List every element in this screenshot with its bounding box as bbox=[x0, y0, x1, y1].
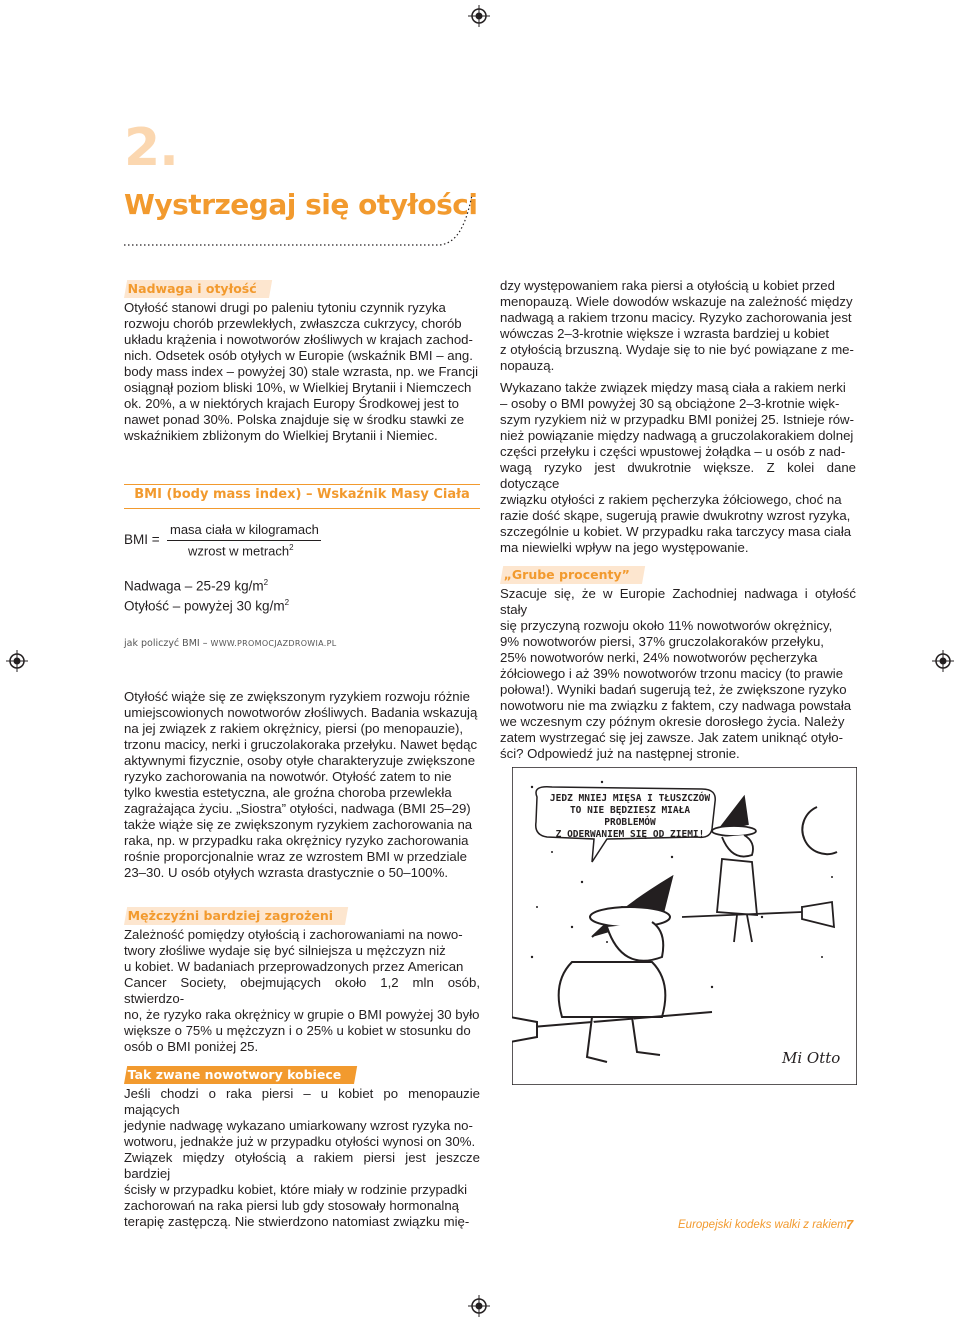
section-heading: Tak zwane nowotwory kobiece bbox=[124, 1066, 357, 1084]
bmi-formula-label: BMI = bbox=[124, 532, 160, 547]
section-mezczyzni bbox=[124, 905, 480, 1055]
bmi-box-title: BMI (body mass index) – Wskaźnik Masy Ciała bbox=[134, 487, 470, 502]
page-number: 7 bbox=[846, 1217, 854, 1232]
section-kobiece bbox=[124, 1064, 480, 1230]
section-body: Zależność pomiędzy otyłością i zachorowaniami na nowo- twory złośliwe wydaje się być silniejsza u mężczyzn niż u kobiet. W badaniach przeprowadzonych przez American Cancer Society, obejmujących około 1,2 mln osób, stwierdzo- no, że ryzyko raka okrężnicy w grupie o BMI powyżej 30 było większe o 75% u mężczyzn i o 25% u kobiet w stosunku do osób o BMI poniżej 25. bbox=[124, 927, 480, 1054]
cartoon-illustration bbox=[512, 767, 857, 1085]
registration-mark-icon bbox=[468, 1295, 490, 1317]
registration-mark-icon bbox=[468, 5, 490, 27]
fraction-line bbox=[167, 540, 321, 541]
section-ryzyko: Otyłość wiąże się ze zwiększonym ryzykiem rozwoju różnie umiejscowionych nowotworów złośliwych. Badania wskazują na jej związek z rakiem okrężnicy, piersi (po menopauzie), trzonu macicy, nerki i gruczolakoraka przełyku. Nawet będąc aktywnymi fizycznie, osoby otyłe charakteryzuje zwiększone ryzyko zachorowania na nowotwór. Otyłość zatem to nie tylko kwestia estetyczna, ale groźna choroba przewlekła zagrażająca życiu. „Siostra” otyłości, nadwaga (BMI 25–29) także wiąże się ze zwiększonym ryzykiem zachorowania na raka, np. w przypadku raka okrężnicy ryzyko zachorowania rośnie proporcjonalnie wraz ze wzrostem BMI w przedziale 23–30. U osób otyłych wzrasta drastycznie o 50–100%. bbox=[124, 689, 478, 880]
section-heading: Nadwaga i otyłość bbox=[124, 280, 272, 298]
dotted-underline-decoration bbox=[120, 185, 480, 250]
section-heading: „Grube procenty” bbox=[500, 566, 645, 584]
section-body: Otyłość stanowi drugi po paleniu tytoniu czynnik ryzyka rozwoju chorób przewlekłych, zwłaszcza cukrzycy, chorób układu krążenia i nowotworów złośliwych w krajach zachod- nich. Odsetek osób otyłych w Europie (wskaźnik BMI – ang. body mass index – powyżej 30) stale wzrasta, np. we Francji osiągnął poziom bliski 10%, w Wielkiej Brytanii i Niemczech ok. 20%, a w niektórych krajach Europy Środkowej jest to nawet ponad 30%. Polska znajduje się w środku stawki ze wskaźnikiem zbliżonym do Wielkiej Brytanii i Niemiec. bbox=[124, 300, 479, 443]
bmi-note: jak policzyć BMI – WWW.PROMOCJAZDROWIA.PL bbox=[124, 638, 337, 649]
bmi-numerator: masa ciała w kilogramach bbox=[170, 522, 319, 537]
bmi-denominator: wzrost w metrach$^2$ bbox=[188, 543, 294, 559]
section-body: Szacuje się, że w Europie Zachodniej nadwaga i otyłość stały się przyczyną rozwoju około 11% nowotworów okrężnicy, 9% nowotworów piersi, 37% gruczolakoraków przełyku, 25% nowotworów nerki, 24% nowotworów pęcherzyka żółciowego i aż 39% nowotworów trzonu macicy (to prawie połowa!). Wyniki badań sugerują też, że zwiększone ryzyko nowotworu nie ma związku z faktem, czy nadwaga powstała we wczesnym czy późnym okresie dorosłego życia. Należy zatem wystrzegać się jej zawsze. Jak zatem uniknąć otyło- ści? Odpowiedź już na następnej stronie. bbox=[500, 586, 856, 761]
section-right-top: dzy występowaniem raka piersi a otyłością u kobiet przed menopauzą. Wiele dowodów wskazuje na zależność między nadwagą a rakiem trzonu macicy. Ryzyko zachorowania jest wówczas 2–3-krotnie większe i wzrasta bardziej u kobiet z otyłością brzuszną. Wydaje się to nie być powiązane z me- nopauzą. bbox=[500, 278, 854, 373]
registration-mark-icon bbox=[6, 650, 28, 672]
section-heading: Mężczyźni bardziej zagrożeni bbox=[124, 907, 349, 925]
footer-publication-title: Europejski kodeks walki z rakiem bbox=[678, 1219, 847, 1231]
chapter-number: 2. bbox=[124, 118, 178, 178]
section-grube bbox=[500, 564, 856, 762]
bmi-box bbox=[124, 484, 480, 509]
section-nadwaga bbox=[124, 278, 480, 444]
chapter-title: Wystrzegaj się otyłości bbox=[124, 188, 478, 221]
section-body: Jeśli chodzi o raka piersi – u kobiet po menopauzie mających jedynie nadwagę wykazano umiarkowany wzrost ryzyka no- wotworu, jednakże już w przypadku otyłości wynosi on 30%. Związek między otyłością a rakiem piersi jest jeszcze bardziej ścisły w przypadku kobiet, które miały w rodzinie przypadki zachorowań na raka piersi lub gdy stosowały hormonalną terapię zastępczą. Nie stwierdzono natomiast związku mię- bbox=[124, 1086, 480, 1229]
cartoon-speech-text: JEDZ MNIEJ MIĘSA I TŁUSZCZÓW TO NIE BĘDZIESZ MIAŁA PROBLEMÓW Z ODERWANIEM SIĘ OD ZIEMI! bbox=[549, 793, 711, 840]
section-right-mid: Wykazano także związek między masą ciała a rakiem nerki – osoby o BMI powyżej 30 są obciążone 2–3-krotnie więk- szym ryzykiem niż w przypadku BMI poniżej 25. Istnieje rów- nież powiązanie między nadwagą a gruczolakorakiem dolnej części przełyku i części wpustowej żołądka – u osób z nad- wagą ryzyko jest dwukrotnie większe. Z kolei dane dotyczące związku otyłości z rakiem pęcherzyka żółciowego, choć na razie dość skąpe, sugerują prawie dwukrotny wzrost ryzyka, szczególnie u kobiet. W przypadku raka tarczycy masa ciała ma niewielki wpływ na jego występowanie. bbox=[500, 380, 856, 555]
cartoon-signature: Mi Otto bbox=[782, 1049, 841, 1067]
registration-mark-icon bbox=[932, 650, 954, 672]
bmi-obesity-range: Otyłość – powyżej 30 $kg/m^2$ bbox=[124, 598, 290, 614]
bmi-link[interactable]: WWW.PROMOCJAZDROWIA.PL bbox=[210, 639, 337, 648]
bmi-overweight-range: Nadwaga – 25-29 $kg/m^2$ bbox=[124, 578, 269, 594]
